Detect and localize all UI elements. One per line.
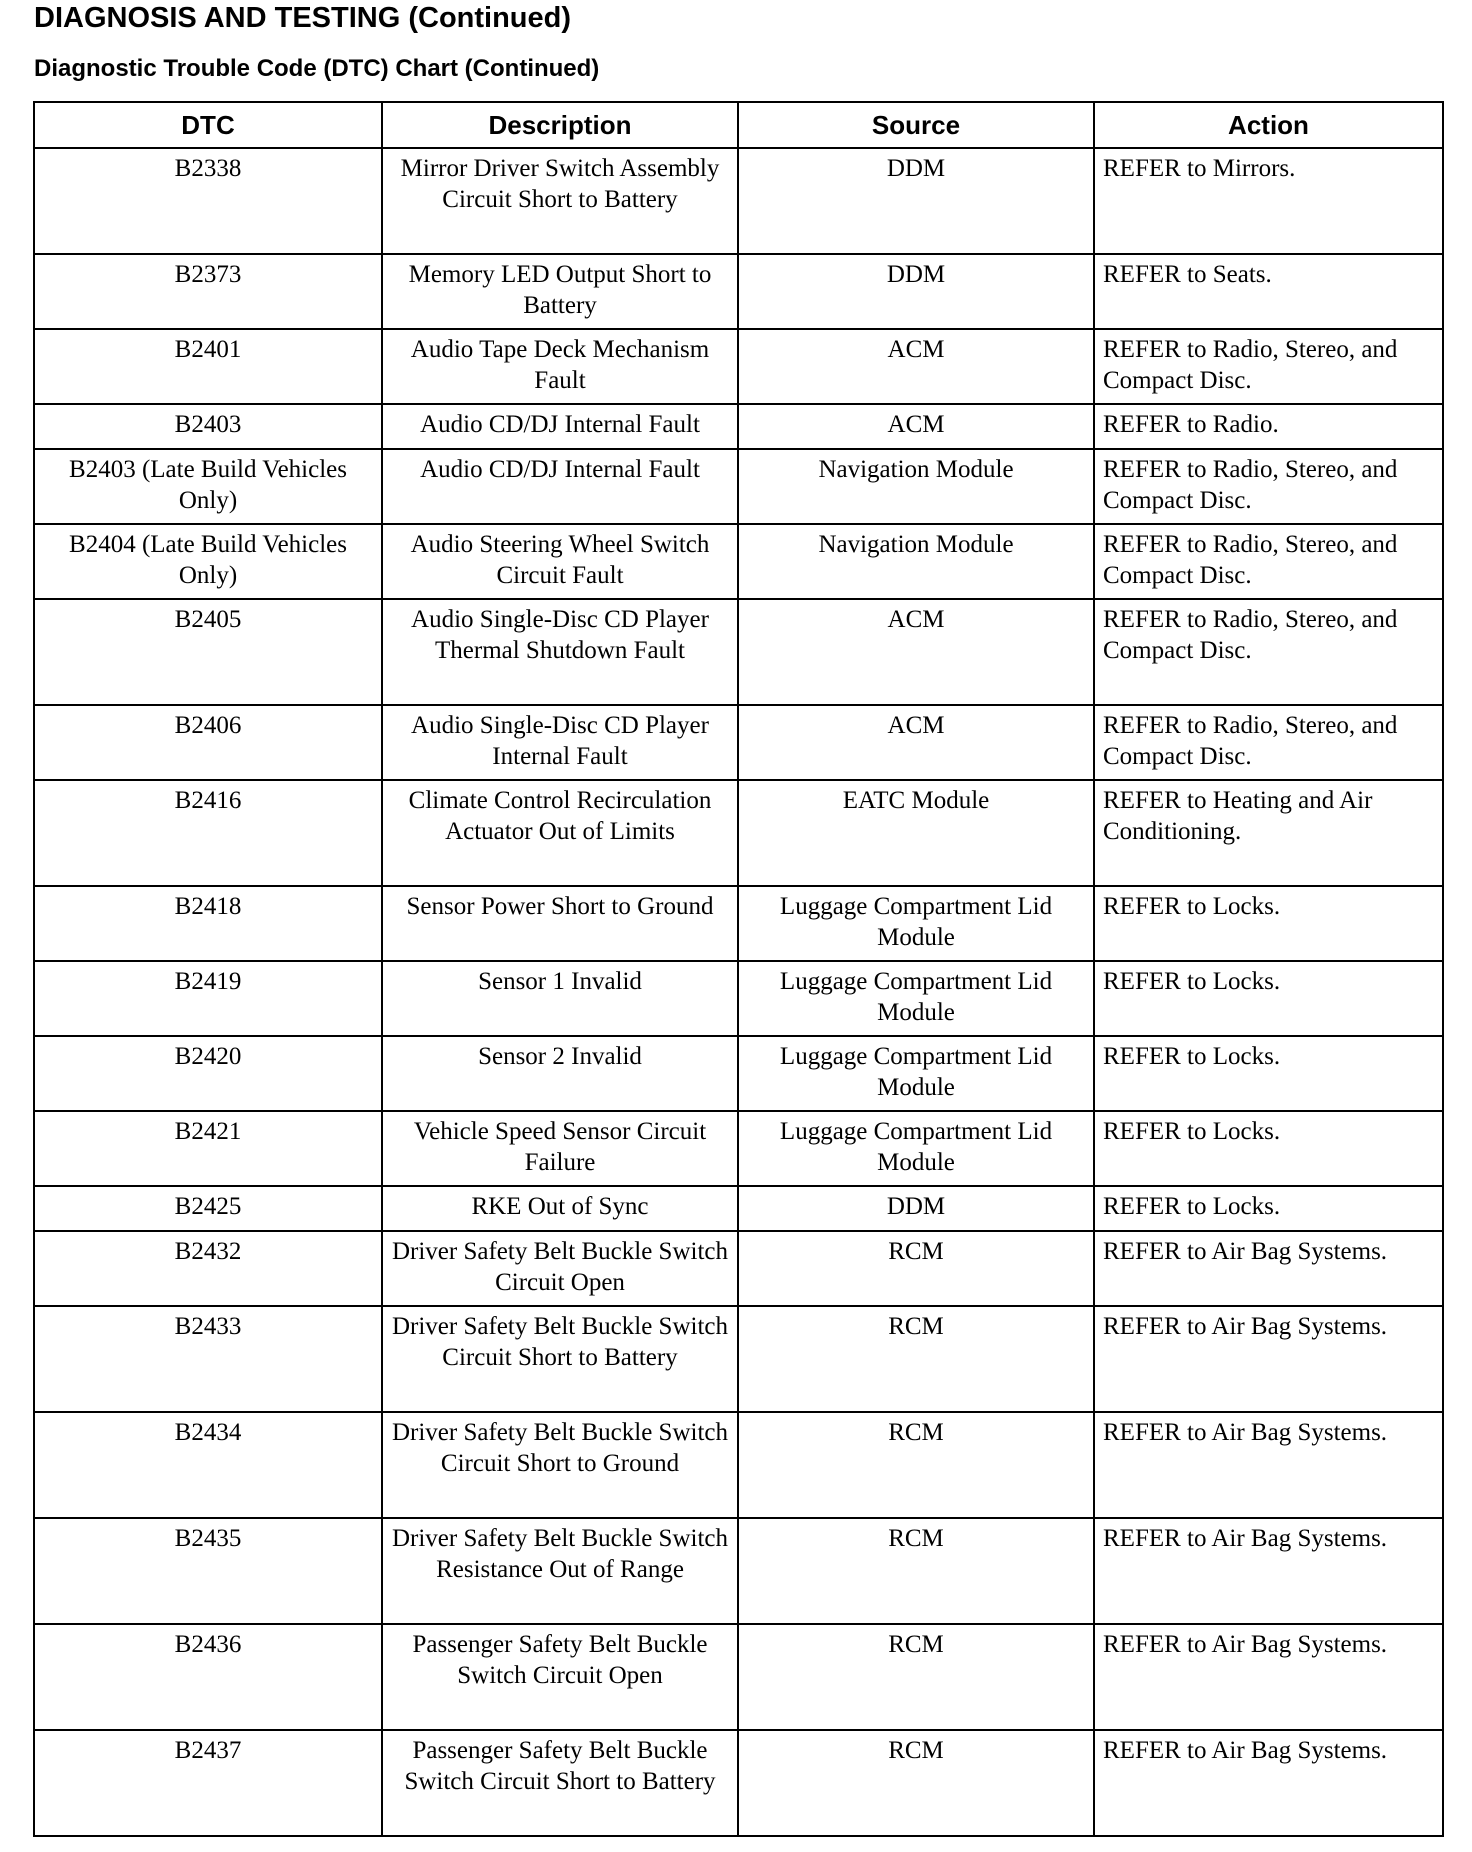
table-row [34, 148, 1443, 254]
action-cell: REFER to Air Bag Systems. [1094, 1624, 1443, 1730]
dtc-cell: B2418 [34, 886, 382, 961]
source-cell: Navigation Module [738, 449, 1094, 524]
source-cell: RCM [738, 1730, 1094, 1836]
source-cell: DDM [738, 1186, 1094, 1231]
source-cell: Luggage Compartment Lid Module [738, 886, 1094, 961]
header-source: Source [738, 102, 1094, 148]
dtc-cell: B2437 [34, 1730, 382, 1836]
table-row [34, 780, 1443, 886]
dtc-cell: B2434 [34, 1412, 382, 1518]
table-row [34, 1186, 1443, 1231]
description-cell: Audio Single-Disc CD Player Internal Fault [382, 705, 738, 780]
dtc-cell: B2373 [34, 254, 382, 329]
page-title: DIAGNOSIS AND TESTING (Continued) [34, 2, 572, 34]
source-cell: RCM [738, 1624, 1094, 1730]
action-cell: REFER to Air Bag Systems. [1094, 1518, 1443, 1624]
source-cell: ACM [738, 404, 1094, 449]
description-cell: Driver Safety Belt Buckle Switch Circuit Short to Ground [382, 1412, 738, 1518]
description-cell: Audio CD/DJ Internal Fault [382, 449, 738, 524]
dtc-cell: B2416 [34, 780, 382, 886]
source-cell: Luggage Compartment Lid Module [738, 961, 1094, 1036]
action-cell: REFER to Locks. [1094, 1111, 1443, 1186]
dtc-cell: B2404 (Late Build Vehicles Only) [34, 524, 382, 599]
description-cell: Climate Control Recirculation Actuator Out of Limits [382, 780, 738, 886]
source-cell: Luggage Compartment Lid Module [738, 1111, 1094, 1186]
dtc-cell: B2432 [34, 1231, 382, 1306]
description-cell: Audio Single-Disc CD Player Thermal Shutdown Fault [382, 599, 738, 705]
dtc-cell: B2421 [34, 1111, 382, 1186]
description-cell: Driver Safety Belt Buckle Switch Circuit Short to Battery [382, 1306, 738, 1412]
table-row [34, 705, 1443, 780]
action-cell: REFER to Radio, Stereo, and Compact Disc. [1094, 449, 1443, 524]
source-cell: DDM [738, 148, 1094, 254]
dtc-cell: B2433 [34, 1306, 382, 1412]
description-cell: Driver Safety Belt Buckle Switch Circuit Open [382, 1231, 738, 1306]
action-cell: REFER to Radio, Stereo, and Compact Disc. [1094, 524, 1443, 599]
source-cell: ACM [738, 329, 1094, 404]
description-cell: Driver Safety Belt Buckle Switch Resistance Out of Range [382, 1518, 738, 1624]
table-header-row [34, 102, 1443, 148]
table-row [34, 1730, 1443, 1836]
table-row [34, 1412, 1443, 1518]
table-row [34, 1111, 1443, 1186]
chart-title: Diagnostic Trouble Code (DTC) Chart (Continued) [34, 55, 600, 82]
description-cell: Audio CD/DJ Internal Fault [382, 404, 738, 449]
source-cell: ACM [738, 705, 1094, 780]
source-cell: ACM [738, 599, 1094, 705]
action-cell: REFER to Locks. [1094, 961, 1443, 1036]
table-row [34, 599, 1443, 705]
table-row [34, 961, 1443, 1036]
description-cell: Passenger Safety Belt Buckle Switch Circuit Open [382, 1624, 738, 1730]
action-cell: REFER to Air Bag Systems. [1094, 1306, 1443, 1412]
dtc-cell: B2406 [34, 705, 382, 780]
table-row [34, 524, 1443, 599]
description-cell: Audio Steering Wheel Switch Circuit Fault [382, 524, 738, 599]
table-row [34, 449, 1443, 524]
table-row [34, 1306, 1443, 1412]
table-row [34, 1624, 1443, 1730]
description-cell: Passenger Safety Belt Buckle Switch Circuit Short to Battery [382, 1730, 738, 1836]
dtc-chart-table [33, 101, 1444, 1837]
header-description: Description [382, 102, 738, 148]
description-cell: Sensor 2 Invalid [382, 1036, 738, 1111]
action-cell: REFER to Radio, Stereo, and Compact Disc. [1094, 705, 1443, 780]
source-cell: DDM [738, 254, 1094, 329]
dtc-cell: B2405 [34, 599, 382, 705]
dtc-cell: B2338 [34, 148, 382, 254]
table-row [34, 329, 1443, 404]
description-cell: Mirror Driver Switch Assembly Circuit Short to Battery [382, 148, 738, 254]
action-cell: REFER to Radio, Stereo, and Compact Disc. [1094, 329, 1443, 404]
header-action: Action [1094, 102, 1443, 148]
action-cell: REFER to Heating and Air Conditioning. [1094, 780, 1443, 886]
dtc-cell: B2420 [34, 1036, 382, 1111]
action-cell: REFER to Mirrors. [1094, 148, 1443, 254]
table-row [34, 1518, 1443, 1624]
description-cell: Memory LED Output Short to Battery [382, 254, 738, 329]
dtc-cell: B2419 [34, 961, 382, 1036]
dtc-cell: B2401 [34, 329, 382, 404]
source-cell: RCM [738, 1306, 1094, 1412]
table-row [34, 1036, 1443, 1111]
source-cell: Navigation Module [738, 524, 1094, 599]
description-cell: Audio Tape Deck Mechanism Fault [382, 329, 738, 404]
action-cell: REFER to Locks. [1094, 1186, 1443, 1231]
header-dtc: DTC [34, 102, 382, 148]
source-cell: RCM [738, 1231, 1094, 1306]
dtc-cell: B2403 (Late Build Vehicles Only) [34, 449, 382, 524]
action-cell: REFER to Air Bag Systems. [1094, 1231, 1443, 1306]
table-row [34, 1231, 1443, 1306]
table-row [34, 254, 1443, 329]
source-cell: RCM [738, 1518, 1094, 1624]
action-cell: REFER to Air Bag Systems. [1094, 1730, 1443, 1836]
description-cell: Vehicle Speed Sensor Circuit Failure [382, 1111, 738, 1186]
dtc-cell: B2436 [34, 1624, 382, 1730]
action-cell: REFER to Seats. [1094, 254, 1443, 329]
source-cell: EATC Module [738, 780, 1094, 886]
action-cell: REFER to Locks. [1094, 1036, 1443, 1111]
description-cell: RKE Out of Sync [382, 1186, 738, 1231]
action-cell: REFER to Locks. [1094, 886, 1443, 961]
source-cell: Luggage Compartment Lid Module [738, 1036, 1094, 1111]
table-row [34, 404, 1443, 449]
table-row [34, 886, 1443, 961]
action-cell: REFER to Radio. [1094, 404, 1443, 449]
description-cell: Sensor Power Short to Ground [382, 886, 738, 961]
action-cell: REFER to Air Bag Systems. [1094, 1412, 1443, 1518]
dtc-cell: B2435 [34, 1518, 382, 1624]
dtc-cell: B2425 [34, 1186, 382, 1231]
description-cell: Sensor 1 Invalid [382, 961, 738, 1036]
action-cell: REFER to Radio, Stereo, and Compact Disc. [1094, 599, 1443, 705]
source-cell: RCM [738, 1412, 1094, 1518]
dtc-cell: B2403 [34, 404, 382, 449]
